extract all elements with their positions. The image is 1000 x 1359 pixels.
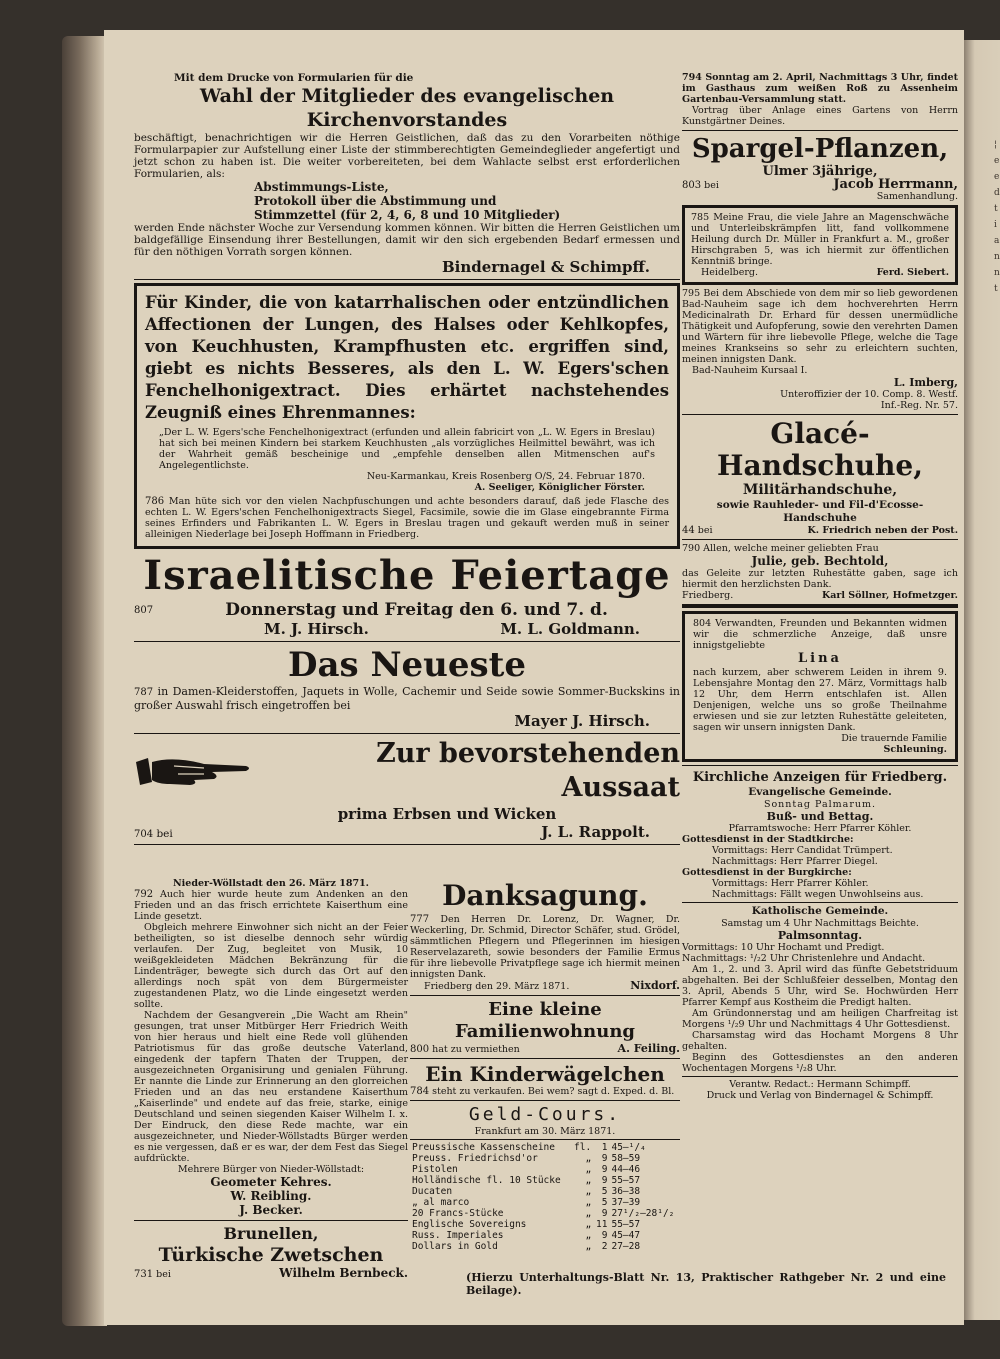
geld-cell: 9 [601,1175,608,1186]
imprint: Verantw. Redact.: Hermann Schimpff. [729,1079,911,1090]
ad-title: Glacé-Handschuhe, [717,417,923,482]
section-sub: Palmsonntag. [777,929,863,942]
divider [134,279,680,280]
ad-bei: bei [156,828,173,840]
ad-body: 804 Verwandten, Freunden und Bekannten widmen wir die schmerzliche Anzeige, daß unsre innigstgeliebte [693,618,947,651]
geld-cell: 45—47 [611,1230,641,1241]
geld-cell: Dollars in Gold [412,1241,498,1252]
ad-body: werden Ende nächster Woche zur Versendung kommen können. Wir bitten die Herren Geistlichen um baldgefällige Einsendung ihrer Bestellungen, damit wir den sich ergebenden Bedarf ermessen und für den nöthigen Vorrath sorgen können. [134,222,680,258]
section-line: Gottesdienst in der Stadtkirche: [682,834,854,845]
divider [134,1220,408,1221]
adjacent-page-text: ¦ [994,140,998,150]
geld-cell: „ [585,1186,592,1197]
ad-body: Den Herren Dr. Lorenz, Dr. Wagner, Dr. Weckerling, Dr. Schmid, Director Schäfer, stud. Grödel, sämmtlichen Pflegern und Pflegerinnen im hiesigen Reservelazareth, sowie besonders der Familie Ermus für ihre liebevolle Privatpflege sage ich hiermit meinen innigsten Dank. [410,914,680,980]
sub-column-right [410,878,680,1270]
geld-row [410,1219,680,1230]
divider [410,995,680,996]
ad-794: 794 Sonntag am 2. April, Nachmittags 3 Uhr, findet im Gasthaus zum weißen Roß zu Assenheim Gartenbau-Versammlung statt. [682,72,958,105]
section-line: Pfarramtswoche: Herr Pfarrer Köhler. [728,823,912,834]
section-line: Nachmittags: Herr Pfarrer Diegel. [712,856,878,867]
ad-795: 795 Bei dem Abschiede von dem mir so lieb gewordenen Bad-Nauheim sage ich dem hochverehrten Herrn Medicinalrath Dr. Erhard für dessen unermüdliche Thätigkeit und Aufopferung, sowie den verehrten Damen und Wärtern für ihre liebevolle Pflege, welche die Tage meines Krankseins so sehr zu erleichtern suchten, meinen innigsten Dank. [682,288,958,365]
ad-title: Zur bevorstehenden Aussaat [376,738,680,803]
divider [134,641,680,642]
article-signer: J. Becker. [239,1203,303,1217]
geld-cell: „ [585,1241,592,1252]
section-line: Nachmittags: ¹/₂2 Uhr Christenlehre und Andacht. [682,953,926,964]
section-title: Kirchliche Anzeigen für Friedberg. [692,770,948,785]
ad-number: 777 [410,914,430,925]
ad-signature-sub: Inf.-Reg. Nr. 57. [880,400,958,411]
ad-subtitle: Militärhandschuhe, [742,482,898,498]
section-sub: Buß- und Bettag. [766,810,874,823]
divider [682,130,958,131]
ad-place: Heidelberg. [701,267,759,278]
ad-title: Türkische Zwetschen [158,1244,384,1266]
article-paragraph: Obgleich mehrere Einwohner sich nicht an der Feier betheiligten, so ist dieselbe dennoch sehr würdig verlaufen. Der Zug, begleitet von Musik, 10 weißgekleideten Mädchen Bekränzung für die Lindenträger, bewegte sich durch das Ort auf den allerdings noch spät von dem Bürgermeister zugestandenen Platz, wo die Linde eingesetzt werden sollte. [134,922,408,1010]
section-line: Beginn des Gottesdienstes an den anderen Wochentagen Morgens ¹/₂8 Uhr. [682,1052,958,1074]
section-line: Vormittags: 10 Uhr Hochamt und Predigt. [682,942,885,953]
ad-neueste [134,645,680,730]
geld-table [410,1142,680,1252]
ad-signature: K. Friedrich neben der Post. [807,525,958,536]
divider [682,539,958,540]
geld-cell: 55—57 [611,1175,641,1186]
geld-cell: Englische Sovereigns [412,1219,527,1230]
ad-formulare [134,72,680,276]
adjacent-page-text: t [994,284,998,294]
article-signer: Geometer Kehres. [210,1175,332,1189]
geld-cell: Preussische Kassenscheine [412,1142,555,1153]
geld-cell: 5 [601,1186,608,1197]
ad-signature: Ferd. Siebert. [876,267,949,278]
ad-number: 803 [682,180,702,191]
ad-number: 784 [410,1086,430,1097]
ad-signature: Jacob Herrmann, [833,177,958,192]
ad-name: Julie, geb. Bechtold, [751,554,889,568]
ad-body: hat zu vermiethen [432,1044,520,1055]
divider [410,1100,680,1101]
ad-quote: „Der L. W. Egers'sche Fenchelhonigextract (erfunden und allein fabricirt von „L. W. Egers in Breslau) hat sich bei meinen Kindern bei starkem Keuchhusten „als vorzügliches Heilmittel bewährt, was ich der Wahrheit gemäß bescheinige und „empfehle denselben allen Mitmenschen auf's Angelegentlichste. [159,427,655,471]
ad-body: 785 Meine Frau, die viele Jahre an Magenschwäche und Unterleibskrämpfen litt, fand vollkommene Heilung durch Dr. Müller in Frankfurt a. M., großer Hirschgraben 5, was ich hiermit zur öffentlichen Kenntniß bringe. [691,212,949,267]
geld-cell: 20 Francs-Stücke [412,1208,504,1219]
ad-794-body: Vortrag über Anlage eines Gartens von Herrn Kunstgärtner Deines. [682,105,958,127]
ad-title: Ein Kinderwägelchen [425,1062,665,1086]
geld-cell: Ducaten [412,1186,453,1197]
geld-cell: „ [585,1208,592,1219]
article-paragraph: Nachdem der Gesangverein „Die Wacht am Rhein" gesungen, trat unser Mitbürger Herr Friedrich Weith von hier heraus und hielt eine Rede voll glühenden Patriotismus für das große deutsche Vaterland, eingedenk der tapfern Thaten der Truppen, der ausgezeichneten Organisirung und genialen Führung. Er nannte die Linde zur Erinnerung an den glorreichen Frieden und an das neu erstandene Kaiserthum „Kaiserlinde" und endete auf das freie, starke, einige Deutschland und seinen siegenden Kaiser Wilhelm I. x. Der Eindruck, den diese Rede machte, war ein ausgezeichneter, und Nieder-Wöllstadts Bürger werden es nie vergessen, daß er es war, der dem Fest das Siegel aufdrückte. [134,1010,408,1164]
section-sub: Evangelische Gemeinde. [748,786,892,798]
ad-785 [682,205,958,285]
geld-cell: 9 [601,1230,608,1241]
right-column [682,72,958,1302]
divider [134,733,680,734]
divider [682,604,958,608]
geld-cell: „ al marco [412,1197,470,1208]
geld-cell: Preuss. Friedrichsd'or [412,1153,538,1164]
ad-list-item: Abstimmungs-Liste, [254,180,389,194]
ad-title: Wahl der Mitglieder des evangelischen Kirchenvorstandes [199,85,615,131]
geld-row [410,1153,680,1164]
ad-list-item: Protokoll über die Abstimmung und [254,194,497,208]
geld-row [410,1164,680,1175]
ad-notice: Man hüte sich vor den vielen Nachpfuschungen und achte besonders darauf, daß jede Flasche des echten L. W. Egers'schen Fenchelhonigextracts Siegel, Facsimile, sowie die im Glase eingebrannte Firma seines Erfinders und Fabrikanten L. W. Egers in Breslau tragen und gekauft werden muß in seiner alleinigen Niederlage bei Joseph Hoffmann in Friedberg. [145,496,669,540]
divider [682,1076,958,1077]
adjacent-page-text: e [994,156,1000,166]
section-line: Vormittags: Herr Pfarrer Köhler. [712,878,869,889]
ad-signature: Karl Söllner, Hofmetzger. [821,590,958,601]
book-binding-edge [62,36,107,1326]
ad-name: Lina [798,651,842,666]
geld-cell: „ [585,1230,592,1241]
ad-subtitle: sowie Rauhleder- und Fil-d'Ecosse-Handschuhe [716,499,924,524]
ad-number: 800 [410,1044,430,1055]
section-line: Charsamstag wird das Hochamt Morgens 8 Uhr gehalten. [682,1030,958,1052]
ad-signature: A. Feiling. [617,1042,680,1055]
adjacent-page-text: d [994,188,1000,198]
adjacent-page-text: n [994,268,1000,278]
page-footer: (Hierzu Unterhaltungs-Blatt Nr. 13, Praktischer Rathgeber Nr. 2 und eine Beilage). [466,1271,946,1297]
geld-cell: „ [585,1197,592,1208]
geld-row [410,1197,680,1208]
ad-signature: Schleuning. [883,744,947,755]
adjacent-page-text: t [994,204,998,214]
geld-cell: fl. [574,1142,592,1153]
ad-number: 704 [134,829,154,840]
geld-cours [410,1104,680,1252]
section-line: Am Gründonnerstag und am heiligen Charfreitag ist Morgens ¹/₂9 Uhr und Nachmittags 4 Uhr Gottesdienst. [682,1008,958,1030]
ad-804 [682,611,958,762]
geld-cell: 55—57 [611,1219,641,1230]
geld-cell: 27—28 [611,1241,641,1252]
ad-number: 787 [134,687,154,698]
ad-title: Brunellen, [223,1224,319,1243]
ad-title: Israelitische Feiertage [143,552,671,599]
ad-signature: M. J. Hirsch. [264,620,369,638]
ad-number: 731 [134,1269,154,1280]
geld-cell: „ [585,1153,592,1164]
ad-place: Neu-Karmankau, Kreis Rosenberg O/S, 24. Februar 1870. [366,471,645,482]
geld-cell: 5 [601,1197,608,1208]
section-line: Sonntag Palmarum. [763,799,877,810]
section-line: Nachmittags: Fällt wegen Unwohlseins aus. [712,889,924,900]
geld-row [410,1241,680,1252]
ad-place: Friedberg den 29. März 1871. [424,981,570,992]
adjacent-page-edge [964,40,1000,1320]
kirchliche-anzeigen [682,769,958,1101]
ad-signature-sub: Samenhandlung. [876,191,958,202]
ad-790: 790 Allen, welche meiner geliebten Frau [682,543,879,554]
divider [682,414,958,415]
geld-cell: 27¹/₂—28¹/₂ [611,1208,675,1219]
ad-bei: bei [704,180,719,191]
section-line: Am 1., 2. und 3. April wird das fünfte Gebetstriduum abgehalten. Bei der Schlußfeier desselben, Montag den 3. April, Abends 5 Uhr, wird Se. Hochwürden Herr Pfarrer Kempf aus Kostheim die Predigt halten. [682,964,958,1008]
geld-cell: 9 [601,1164,608,1175]
geld-cell: Pistolen [412,1164,458,1175]
geld-row [410,1230,680,1241]
divider [410,1058,680,1059]
adjacent-page-text: i [994,220,997,230]
ad-body: nach kurzem, aber schwerem Leiden in ihrem 9. Lebensjahre Montag den 27. März, Vormittags halb 12 Uhr, dem Herrn entschlafen ist. Allen Denjenigen, welche uns so große Theilnahme erwiesen und sie zur letzten Ruhestätte geleiteten, sagen wir unsern innigsten Dank. [693,667,947,733]
ad-aussaat [134,737,680,841]
ad-number: 44 [682,525,695,536]
geld-cell: 9 [601,1153,608,1164]
divider [682,902,958,903]
adjacent-page-text: e [994,172,1000,182]
geld-cell: 11 [596,1219,608,1230]
geld-row [410,1175,680,1186]
ad-title: Eine kleine Familienwohnung [455,999,635,1042]
ad-bei: bei [697,525,713,536]
ad-body: steht zu verkaufen. Bei wem? sagt d. Exped. d. Bl. [432,1086,675,1097]
ad-signature: L. Imberg, [893,376,958,389]
ad-number: 807 [134,604,154,616]
geld-cell: 58—59 [611,1153,641,1164]
pointing-hand-icon [134,752,254,790]
section-line: Samstag um 4 Uhr Nachmittags Beichte. [721,918,919,929]
ad-signature: M. L. Goldmann. [500,620,640,638]
ad-signature-sub: Die trauernde Familie [841,733,947,744]
ad-signature: Nixdorf. [630,979,680,992]
divider [682,765,958,766]
geld-cell: 36—38 [611,1186,641,1197]
section-sub: Katholische Gemeinde. [751,905,889,917]
ad-signature: Wilhelm Bernbeck. [279,1266,408,1280]
ad-bei: bei [156,1269,171,1280]
ad-list-item: Stimmzettel (für 2, 4, 6, 8 und 10 Mitglieder) [254,208,561,222]
article-paragraph: Mehrere Bürger von Nieder-Wöllstadt: [177,1164,365,1175]
ad-subtitle: prima Erbsen und Wicken [337,805,557,823]
article-number: 792 [134,889,154,900]
ad-signer: A. Seeliger, Königlicher Förster. [474,482,645,493]
divider [410,1139,680,1140]
adjacent-page-text: a [994,236,1000,246]
ad-body: beschäftigt, benachrichtigen wir die Herren Geistlichen, daß das zu den Vorarbeiten nöthige Formularpapier zur Aufstellung einer Liste der stimmberechtigten Gemeindeglieder angefertigt und jetzt schon zu haben ist. Die weiter vorbereiteten, bei dem Wahlacte selbst erst erforderlichen Formularien, als: [134,132,680,180]
geld-cell: Russ. Imperiales [412,1230,504,1241]
ad-number: 786 [145,496,165,507]
geld-row [410,1208,680,1219]
article-signer: W. Reibling. [230,1189,312,1203]
ad-body: in Damen-Kleiderstoffen, Jaquets in Wolle, Cachemir und Seide sowie Sommer-Buckskins in großer Auswahl frisch eingetroffen bei [134,685,681,712]
ad-body: das Geleite zur letzten Ruhestätte gaben, sage ich hiermit den herzlichsten Dank. [682,568,958,590]
geld-row [410,1142,680,1153]
section-line: Vormittags: Herr Candidat Trümpert. [712,845,893,856]
ad-title: Das Neueste [287,645,527,685]
geld-subtitle: Frankfurt am 30. März 1871. [474,1126,616,1137]
article-place: Nieder-Wöllstadt den 26. März 1871. [173,878,369,889]
ad-line: Donnerstag und Freitag den 6. und 7. d. [225,600,608,620]
geld-cell: 1 [601,1142,608,1153]
article-paragraph: Auch hier wurde heute zum Andenken an den Frieden und an das frisch errichtete Kaiserthum eine Linde gesetzt. [134,889,408,922]
ad-signature: J. L. Rappolt. [541,823,650,841]
geld-cell: 44—46 [611,1164,641,1175]
geld-cell: „ [585,1175,592,1186]
ad-signature: Mayer J. Hirsch. [514,712,650,730]
sub-column-left [134,878,408,1280]
section-line: Gottesdienst in der Burgkirche: [682,867,852,878]
ad-place: Bad-Nauheim Kursaal I. [692,365,808,376]
geld-cell: 9 [601,1208,608,1219]
ad-title: Danksagung. [442,879,648,912]
ad-headline: Für Kinder, die von katarrhalischen oder entzündlichen Affectionen der Lungen, des Halses oder Kehlkopfes, von Keuchhusten, Krampfhusten etc. ergriffen sind, giebt es nichts Besseres, als den L. W. Egers'schen Fenchelhonigextract. Dies erhärtet nachstehendes Zeugniß eines Ehrenmannes: [145,293,669,422]
ad-signature-sub: Unteroffizier der 10. Comp. 8. Westf. [780,389,958,400]
ad-feiertage [134,552,680,638]
ad-eger [134,283,680,549]
geld-cell: 2 [601,1241,608,1252]
geld-cell: Holländische fl. 10 Stücke [412,1175,561,1186]
imprint: Druck und Verlag von Bindernagel & Schimpff. [706,1090,934,1101]
geld-cell: „ [585,1219,592,1230]
geld-row [410,1186,680,1197]
geld-cell: 45—¹/₄ [611,1142,646,1153]
geld-cell: 37—39 [611,1197,641,1208]
ad-title: Spargel-Pflanzen, [691,134,949,164]
ad-place: Friedberg. [682,590,734,601]
adjacent-page-text: n [994,252,1000,262]
divider [134,844,680,845]
ad-intro: Mit dem Drucke von Formularien für die [174,72,414,84]
geld-title: Geld-Cours. [468,1104,622,1125]
ad-signature: Bindernagel & Schimpff. [441,258,650,276]
ad-subtitle: Ulmer 3jährige, [762,164,878,179]
geld-cell: „ [585,1164,592,1175]
